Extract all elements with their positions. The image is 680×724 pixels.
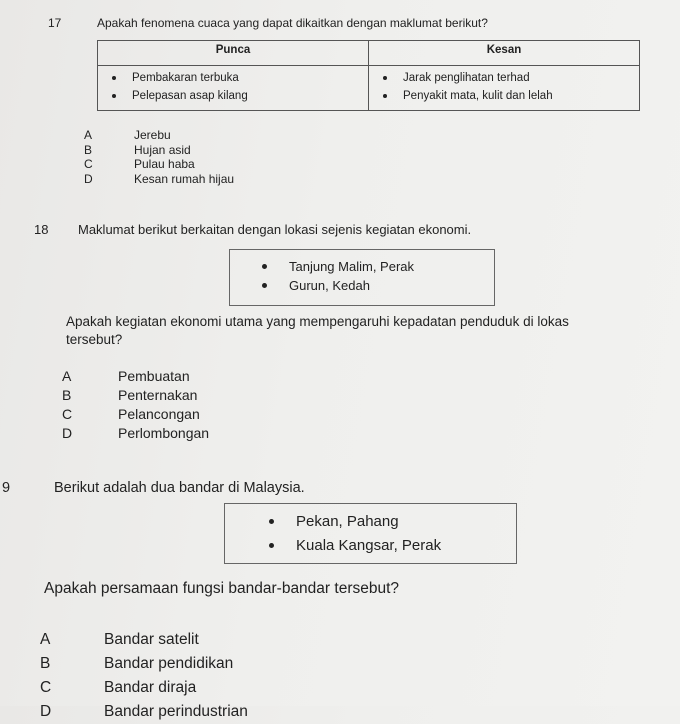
location-item: Gurun, Kedah (262, 278, 370, 293)
bullet-icon (112, 94, 116, 98)
option-a[interactable]: A Pembuatan (62, 368, 190, 384)
table-header-cause: Punca (98, 41, 369, 66)
cause-cell (98, 66, 369, 111)
question-19-prompt: Apakah persamaan fungsi bandar-bandar tersebut? (44, 580, 400, 597)
question-17-stem: Apakah fenomena cuaca yang dapat dikaitkan dengan maklumat berikut? (97, 16, 488, 30)
bullet-icon (262, 283, 267, 288)
question-18-prompt-cont: tersebut? (66, 332, 123, 347)
question-18-number: 18 (34, 222, 49, 237)
question-18-options (62, 367, 209, 443)
question-18-prompt: Apakah kegiatan ekonomi utama yang mempengaruhi kepadatan penduduk di lokas (66, 314, 569, 329)
option-d[interactable]: D Bandar perindustrian (40, 703, 248, 720)
cause-effect-table (97, 40, 640, 111)
option-b[interactable]: B Penternakan (62, 387, 198, 403)
town-info-box (224, 503, 517, 564)
bullet-icon (269, 543, 274, 548)
option-b[interactable]: B Bandar pendidikan (40, 655, 234, 672)
location-item: Tanjung Malim, Perak (262, 259, 414, 274)
question-19-stem: Berikut adalah dua bandar di Malaysia. (54, 480, 305, 496)
question-18-stem: Maklumat berikut berkaitan dengan lokasi sejenis kegiatan ekonomi. (78, 222, 472, 237)
option-c[interactable]: C Bandar diraja (40, 679, 197, 696)
effect-item: Penyakit mata, kulit dan lelah (377, 87, 631, 105)
question-19-number: 9 (2, 480, 11, 496)
bullet-icon (269, 519, 274, 524)
option-d[interactable]: D Kesan rumah hijau (84, 171, 235, 186)
option-b[interactable]: B Hujan asid (84, 142, 191, 157)
cause-item: Pelepasan asap kilang (106, 87, 360, 105)
question-17-number: 17 (48, 16, 62, 30)
bullet-icon (383, 94, 387, 98)
option-c[interactable]: C Pulau haba (84, 157, 195, 171)
town-item: Kuala Kangsar, Perak (269, 537, 441, 554)
option-a[interactable]: A Bandar satelit (40, 631, 199, 648)
option-d[interactable]: D Perlombongan (62, 425, 210, 441)
question-19-options (40, 628, 248, 724)
bullet-icon (112, 76, 116, 80)
effect-item: Jarak penglihatan terhad (377, 69, 631, 87)
question-17-options (84, 128, 234, 186)
bullet-icon (262, 264, 267, 269)
cause-item: Pembakaran terbuka (106, 69, 360, 87)
town-item: Pekan, Pahang (269, 513, 399, 530)
option-a[interactable]: A Jerebu (84, 128, 171, 142)
bullet-icon (383, 76, 387, 80)
table-header-effect: Kesan (369, 41, 640, 66)
option-c[interactable]: C Pelancongan (62, 406, 200, 422)
effect-cell (369, 66, 640, 111)
location-info-box (229, 249, 495, 306)
